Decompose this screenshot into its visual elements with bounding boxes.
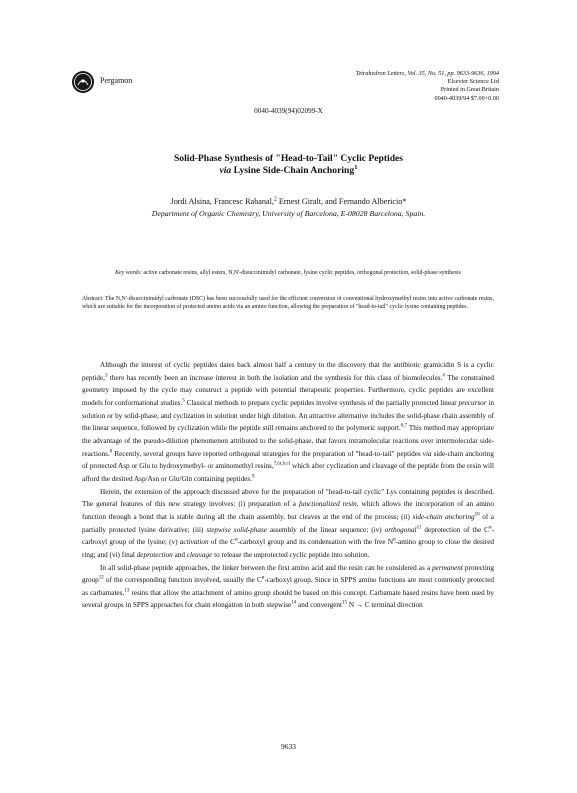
text-run: of the corresponding function involved, usually the C: [103, 576, 262, 585]
text-run: and: [172, 550, 187, 559]
publisher-logo-icon: [71, 70, 95, 94]
text-run: -amino group to close the desired ring; and (vi) final: [82, 538, 494, 559]
reference-mark: 4: [442, 373, 445, 379]
authors-rest: Ernest Giralt, and Fernando Albericio*: [276, 197, 407, 206]
reference-mark: 6,7: [400, 423, 408, 429]
journal-info: [309, 70, 499, 103]
text-run: This method may appropriate the advantage of the pseudo-dilution phenomenon attributed to the solid-phase, that favors intramolecular reactions over intermolecular side-reactions.: [82, 424, 494, 458]
italic-run: side-chain anchoring: [412, 512, 475, 521]
reference-mark: α: [234, 537, 238, 543]
reference-mark: 9: [251, 474, 255, 480]
title-rest: Lysine Side-Chain Anchoring: [231, 165, 355, 176]
text-run: The constrained geometry imposed by the cycle may construct a peptide with potential therapeutic properties. Furthermore, cyclic peptides are excellent models for conformational studies.: [82, 373, 494, 407]
text-run: Classical methods to prepare cyclic peptides involve synthesis of the partially protected linear: [184, 398, 459, 407]
text-run: assembly of the linear sequence; (iv): [266, 525, 385, 534]
reference-mark: 8: [109, 449, 113, 455]
text-run: In all solid-phase peptide approaches, the linker between the first amino acid and the resin can be considered as a: [100, 563, 433, 572]
keywords-text: active carbonate resins, allyl esters, N,N'-disuccinimidyl carbonate, lysine cyclic peptides, orthogonal protection, solid-phase synthesis: [141, 270, 461, 276]
abstract-text: The N,N'-disuccinimidyl carbonate (DSC) has been successfully used for the efficient conversion of conventional hydroxymethyl resins into active carbonate resins, which are suitable for the incorporation of protected amino acids via an amino function, allowing the preparation of "head-to-tail" cyclic lysine containing peptides.: [82, 296, 494, 310]
italic-run: precursor: [458, 398, 487, 407]
text-run: Although the interest of cyclic peptides dates back almost half a century to the discovery that the antibiotic gramicidin S is a cyclic peptide,: [82, 361, 494, 382]
author-list: [80, 197, 497, 206]
page-number: 9633: [281, 742, 296, 751]
text-run: side-chain anchoring of protected Asp or Glu to hydroxymethyl- or aminomethyl resins,: [82, 449, 494, 471]
text-run: of a partially protected lysine derivative; (iii): [82, 512, 494, 534]
text-run: of the C: [208, 538, 235, 547]
publisher-name: Pergamon: [100, 76, 133, 85]
keywords: [82, 269, 494, 277]
text-run: and convergent: [296, 601, 343, 610]
reference-mark: 15: [342, 601, 348, 607]
text-run: resins that allow the attachment of amino group should be based on this concept. Carbamate based resins have been used by several groups in SPPS approaches for chain elongation in both stepwise: [82, 588, 495, 610]
text-run: -carboxyl group. Since in SPPS amino functions are most commonly protected as carbamates,: [82, 576, 495, 597]
keywords-label: Key words:: [115, 270, 142, 276]
text-run: in solution or by solid-phase, and cyclization in solution under high dilution. An attractive alternative includes the solid-phase chain assembly of the linear sequence, followed by cyclization while the peptide still remains anchored to the polymeric support.: [82, 398, 494, 433]
reference-mark: 3: [104, 373, 108, 379]
journal-printed: Printed in Great Britain: [440, 86, 499, 94]
italic-run: cleavage: [186, 550, 213, 559]
text-run: to release the unprotected cyclic peptide into solution.: [212, 550, 370, 559]
reference-mark: 7,(a,b,c): [273, 461, 291, 467]
text-run: -carboxyl group and its condensation with the free N: [237, 538, 394, 547]
body-text: [82, 359, 494, 612]
paragraph: [82, 359, 494, 486]
text-run: protecting group: [82, 563, 495, 585]
reference-mark: 14: [291, 601, 297, 607]
italic-run: deprotection: [136, 550, 173, 559]
reference-mark: 13: [124, 588, 130, 594]
affiliation: Department of Organic Chemistry, University of Barcelona, E-08028 Barcelona, Spain.: [151, 209, 426, 218]
italic-run: via: [422, 449, 432, 458]
italic-run: permanent: [432, 563, 463, 572]
paragraph: [82, 562, 494, 613]
journal-citation: Tetrahedron Letters, Vol. 35, No. 51, pp. 9633-9636, 1994: [355, 70, 499, 77]
title-line-1: Solid-Phase Synthesis of "Head-to-Tail" Cyclic Peptides: [173, 153, 404, 164]
journal-issn: 0040-4039/94 $7.00+0.00: [434, 94, 499, 102]
reference-mark: α: [261, 575, 265, 581]
abstract: [82, 296, 494, 311]
title-footnote-mark: 1: [354, 163, 358, 171]
italic-run: stepwise solid-phase: [206, 525, 267, 534]
italic-run: functionalized resin: [298, 500, 357, 509]
abstract-label: Abstract:: [82, 296, 104, 302]
reference-mark: 5: [182, 398, 185, 404]
paper-title: [80, 153, 497, 177]
reference-mark: 11: [416, 525, 422, 531]
text-run: N → C terminal direction: [347, 601, 423, 610]
text-run: which after cyclization and cleavage of the peptide from the resin will afford the desired Asp/Asn or Glu/Gln containing peptides.: [82, 462, 494, 483]
text-run: -carboxyl group of the lysine; (v): [82, 525, 494, 547]
paragraph: [82, 486, 494, 562]
text-run: Herein, the extension of the approach discussed above for the preparation of "head-to-tail cyclic" Lys containing peptides is described. The general features of this new strategy involves: (i) preparation of a: [82, 487, 494, 509]
italic-run: orthogonal: [384, 525, 417, 534]
italic-run: activation: [179, 538, 209, 547]
reference-mark: 10: [474, 512, 480, 518]
text-run: , which allows the incorporation of an amino function through a bond that is stable during all the chain assembly, but cleaves at the end of the process; (ii): [82, 500, 494, 521]
text-run: there has recently been an increase interest in both the isolation and the synthesis for this class of biomolecules.: [107, 373, 443, 382]
authors-first: Jordi Alsina, Francesc Rabanal,: [170, 197, 274, 206]
doi-code: 0040-4039(94)02099-X: [254, 107, 323, 115]
reference-mark: 12: [98, 575, 104, 581]
reference-mark: α: [488, 525, 492, 531]
title-via: via: [219, 165, 232, 176]
reference-mark: α: [393, 537, 396, 543]
author-footnote-mark: 2: [273, 196, 277, 203]
text-run: Recently, several groups have reported orthogonal strategies for the preparation of "head-to-tail" peptides: [112, 449, 423, 458]
journal-publisher: Elsevier Science Ltd: [447, 78, 499, 86]
title-line-2: [80, 165, 497, 177]
text-run: deprotection of the C: [421, 525, 489, 534]
